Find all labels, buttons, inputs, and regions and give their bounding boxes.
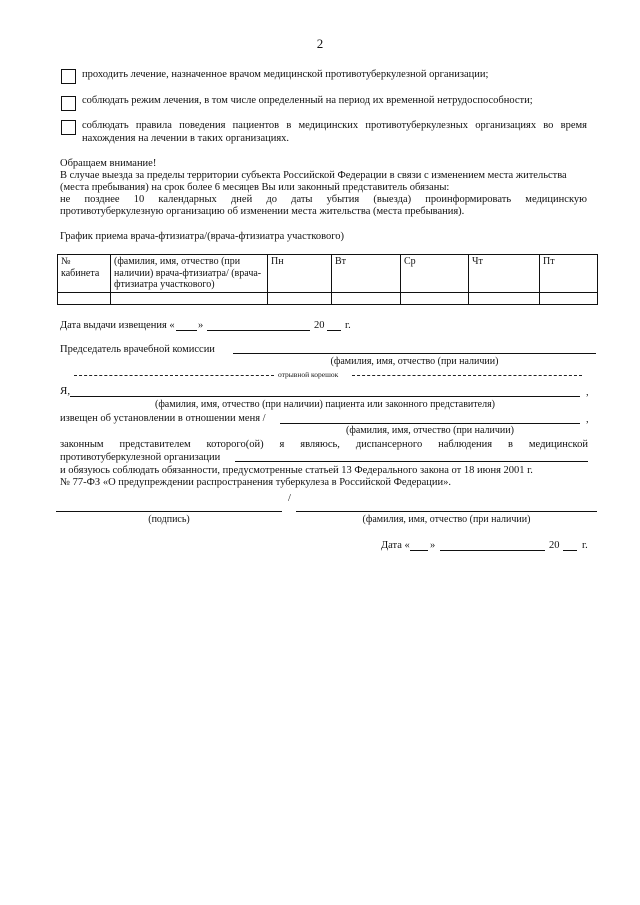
- ack-rep-line: законным представителем которого(ой) я являюсь, диспансерного наблюдения в медицинской: [60, 439, 588, 450]
- ack-commit-line-2: № 77-ФЗ «О предупреждении распространения туберкулеза в Российской Федерации».: [60, 477, 452, 488]
- ack-ya: Я,: [60, 385, 71, 397]
- ack-comma-1: ,: [586, 387, 589, 398]
- signature-slash: /: [288, 493, 291, 504]
- checklist-item-2: соблюдать режим лечения, в том числе определенный на период их временной нетрудоспособности;: [82, 95, 533, 106]
- tear-off-line-right: [352, 375, 582, 376]
- cell-thu[interactable]: [469, 292, 540, 304]
- chairman-caption: (фамилия, имя, отчество (при наличии): [330, 356, 499, 367]
- issue-date-year-prefix: 20: [314, 320, 325, 331]
- col-mon-header: Пн: [268, 255, 332, 293]
- page-number: 2: [316, 36, 324, 51]
- col-wed-header: Ср: [401, 255, 469, 293]
- final-date-quote: »: [430, 540, 436, 551]
- notice-line-3: не позднее 10 календарных дней до даты убытия (выезда) проинформировать медицинскую: [60, 194, 587, 205]
- signature-fio-field[interactable]: [296, 511, 597, 512]
- schedule-header-row: [58, 255, 598, 293]
- ack-comma-2: ,: [586, 414, 589, 425]
- issue-date-year-suffix: г.: [345, 320, 351, 331]
- col-room-header: № кабинета: [58, 255, 111, 293]
- cell-tue[interactable]: [332, 292, 401, 304]
- checklist-item-3-line1: соблюдать правила поведения пациентов в медицинских противотуберкулезных организациях во время: [82, 120, 587, 131]
- col-tue-header: Вт: [332, 255, 401, 293]
- schedule-title: График приема врача-фтизиатра/(врача-фтизиатра участкового): [60, 231, 345, 242]
- tear-off-label: отрывной корешок: [278, 370, 339, 379]
- final-date-label: Дата «: [381, 540, 410, 551]
- final-date-year-field[interactable]: [563, 550, 577, 551]
- chairman-name-field[interactable]: [233, 353, 596, 354]
- schedule-table: [57, 254, 598, 305]
- cell-room[interactable]: [58, 292, 111, 304]
- tear-off-line-left: [74, 375, 274, 376]
- checkbox-behavior-rules[interactable]: [61, 120, 76, 135]
- ack-commit-line-1: и обязуюсь соблюдать обязанности, предусмотренные статьей 13 Федерального закона от 18 июня 2001 г.: [60, 465, 533, 476]
- signature-field[interactable]: [56, 511, 282, 512]
- issue-date-month-field[interactable]: [207, 330, 310, 331]
- col-doctor-header: (фамилия, имя, отчество (при наличии) врача-фтизиатра/ (врача-фтизиатра участкового): [111, 255, 268, 293]
- signature-caption: (подпись): [148, 514, 190, 525]
- cell-wed[interactable]: [401, 292, 469, 304]
- final-date-month-field[interactable]: [440, 550, 545, 551]
- ack-org-label: противотуберкулезной организации: [60, 452, 221, 463]
- checklist-item-3-line2: нахождения на лечении в таких организациях.: [82, 133, 290, 144]
- schedule-entry-row: [58, 292, 598, 304]
- ack-org-field[interactable]: [235, 461, 588, 462]
- final-date-year-prefix: 20: [549, 540, 560, 551]
- checkbox-treatment-regime[interactable]: [61, 96, 76, 111]
- issue-date-quote: »: [198, 320, 204, 331]
- signature-fio-caption: (фамилия, имя, отчество (при наличии): [362, 514, 531, 525]
- ack-name-field[interactable]: [70, 396, 580, 397]
- final-date-day-field[interactable]: [410, 550, 428, 551]
- notice-line-2: (места пребывания) на срок более 6 месяцев Вы или законный представитель обязаны:: [60, 182, 450, 193]
- col-thu-header: Чт: [469, 255, 540, 293]
- cell-doctor[interactable]: [111, 292, 268, 304]
- notice-line-4: противотуберкулезную организацию об изменении места жительства (места пребывания).: [60, 206, 465, 217]
- notice-heading: Обращаем внимание!: [60, 158, 157, 169]
- cell-mon[interactable]: [268, 292, 332, 304]
- final-date-year-suffix: г.: [582, 540, 588, 551]
- chairman-label: Председатель врачебной комиссии: [60, 344, 215, 355]
- checklist-item-1: проходить лечение, назначенное врачом медицинской противотуберкулезной организации;: [82, 69, 489, 80]
- ack-rep-field[interactable]: [280, 423, 580, 424]
- ack-caption-patient: (фамилия, имя, отчество (при наличии) пациента или законного представителя): [155, 399, 495, 410]
- notice-line-1: В случае выезда за пределы территории субъекта Российской Федерации в связи с изменением места жительства: [60, 170, 567, 181]
- ack-informed: извещен об установлении в отношении меня /: [60, 413, 266, 424]
- cell-fri[interactable]: [540, 292, 598, 304]
- issue-date-year-field[interactable]: [327, 330, 341, 331]
- issue-date-label: Дата выдачи извещения «: [60, 320, 175, 331]
- ack-caption-fio: (фамилия, имя, отчество (при наличии): [346, 425, 514, 436]
- checkbox-follow-treatment[interactable]: [61, 69, 76, 84]
- col-fri-header: Пт: [540, 255, 598, 293]
- issue-date-day-field[interactable]: [176, 330, 197, 331]
